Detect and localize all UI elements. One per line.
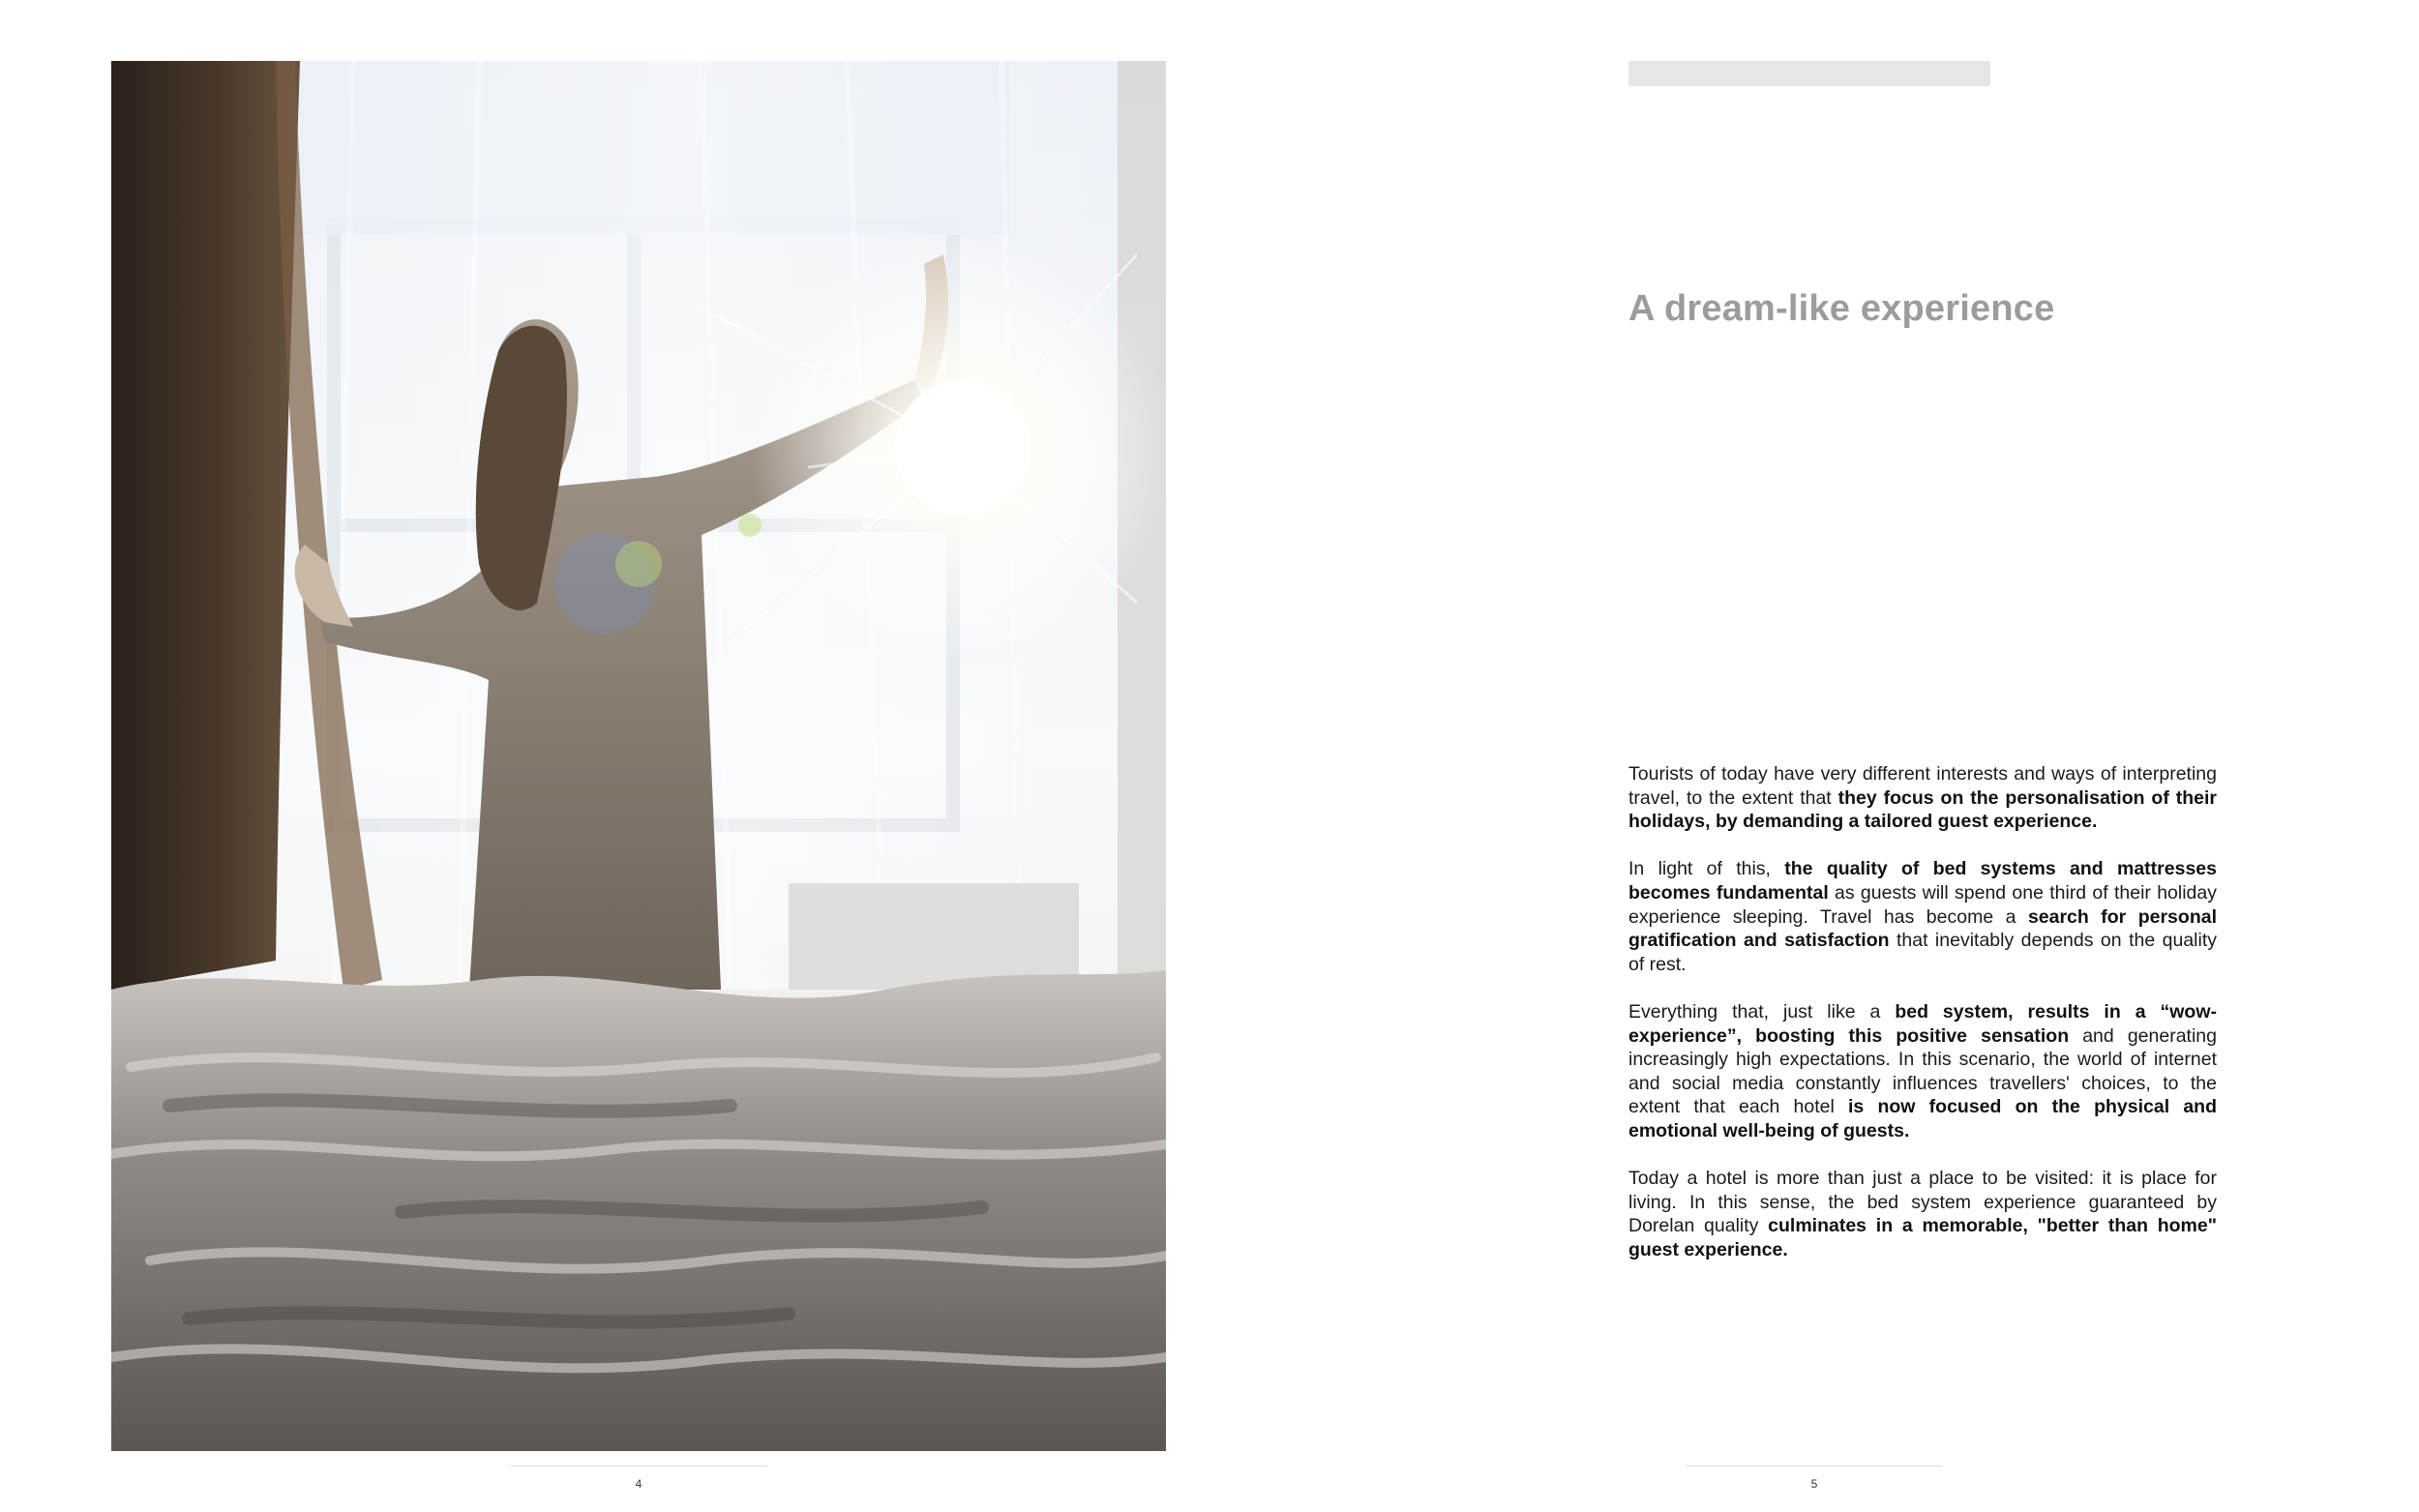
right-footer-rule (1686, 1466, 1942, 1467)
left-footer-rule (511, 1466, 767, 1467)
text-run: Everything that, just like a (1628, 1000, 1896, 1023)
bold-text-run: the quality of bed systems and mattresses becomes fundamental (1628, 858, 2217, 904)
text-run: In light of this, (1628, 858, 1785, 880)
page-number-right: 5 (1810, 1477, 1818, 1491)
header-placeholder-bar (1628, 61, 1990, 86)
body-paragraph (1628, 762, 2217, 834)
bold-text-run: they focus on the personalisation of their holidays, by demanding a tailored guest experience. (1628, 786, 2217, 833)
body-paragraph (1628, 1000, 2217, 1143)
bold-text-run: culminates in a memorable, "better than home" guest experience. (1628, 1215, 2217, 1260)
text-run: and generating increasingly high expectations. In this scenario, the world of internet and social media constantly influences travellers' choices, to the extent that each hotel (1628, 1024, 2217, 1118)
photo-illustration (111, 61, 1166, 1451)
bold-text-run: is now focused on the physical and emotional well-being of guests. (1628, 1096, 2217, 1141)
bold-text-run: search for personal gratification and satisfaction (1628, 905, 2217, 952)
body-text (1628, 762, 2217, 1286)
text-run: Tourists of today have very different interests and ways of interpreting travel, to the extent that (1628, 763, 2217, 809)
text-run: as guests will spend one third of their holiday experience sleeping. Travel has become a (1628, 881, 2217, 928)
body-paragraph (1628, 1167, 2217, 1261)
hotel-window-photo (111, 61, 1166, 1451)
section-headline: A dream-like experience (1628, 288, 2055, 329)
text-run: Today a hotel is more than just a place to be visited: it is place for living. In this sense, the bed system experience guaranteed by Dorelan quality (1628, 1168, 2217, 1237)
bold-text-run: bed system, results in a “wow-experience”, boosting this positive sensation (1628, 1000, 2217, 1047)
page-number-left: 4 (635, 1477, 642, 1491)
text-run: that inevitably depends on the quality of rest. (1628, 930, 2217, 975)
body-paragraph (1628, 857, 2217, 976)
